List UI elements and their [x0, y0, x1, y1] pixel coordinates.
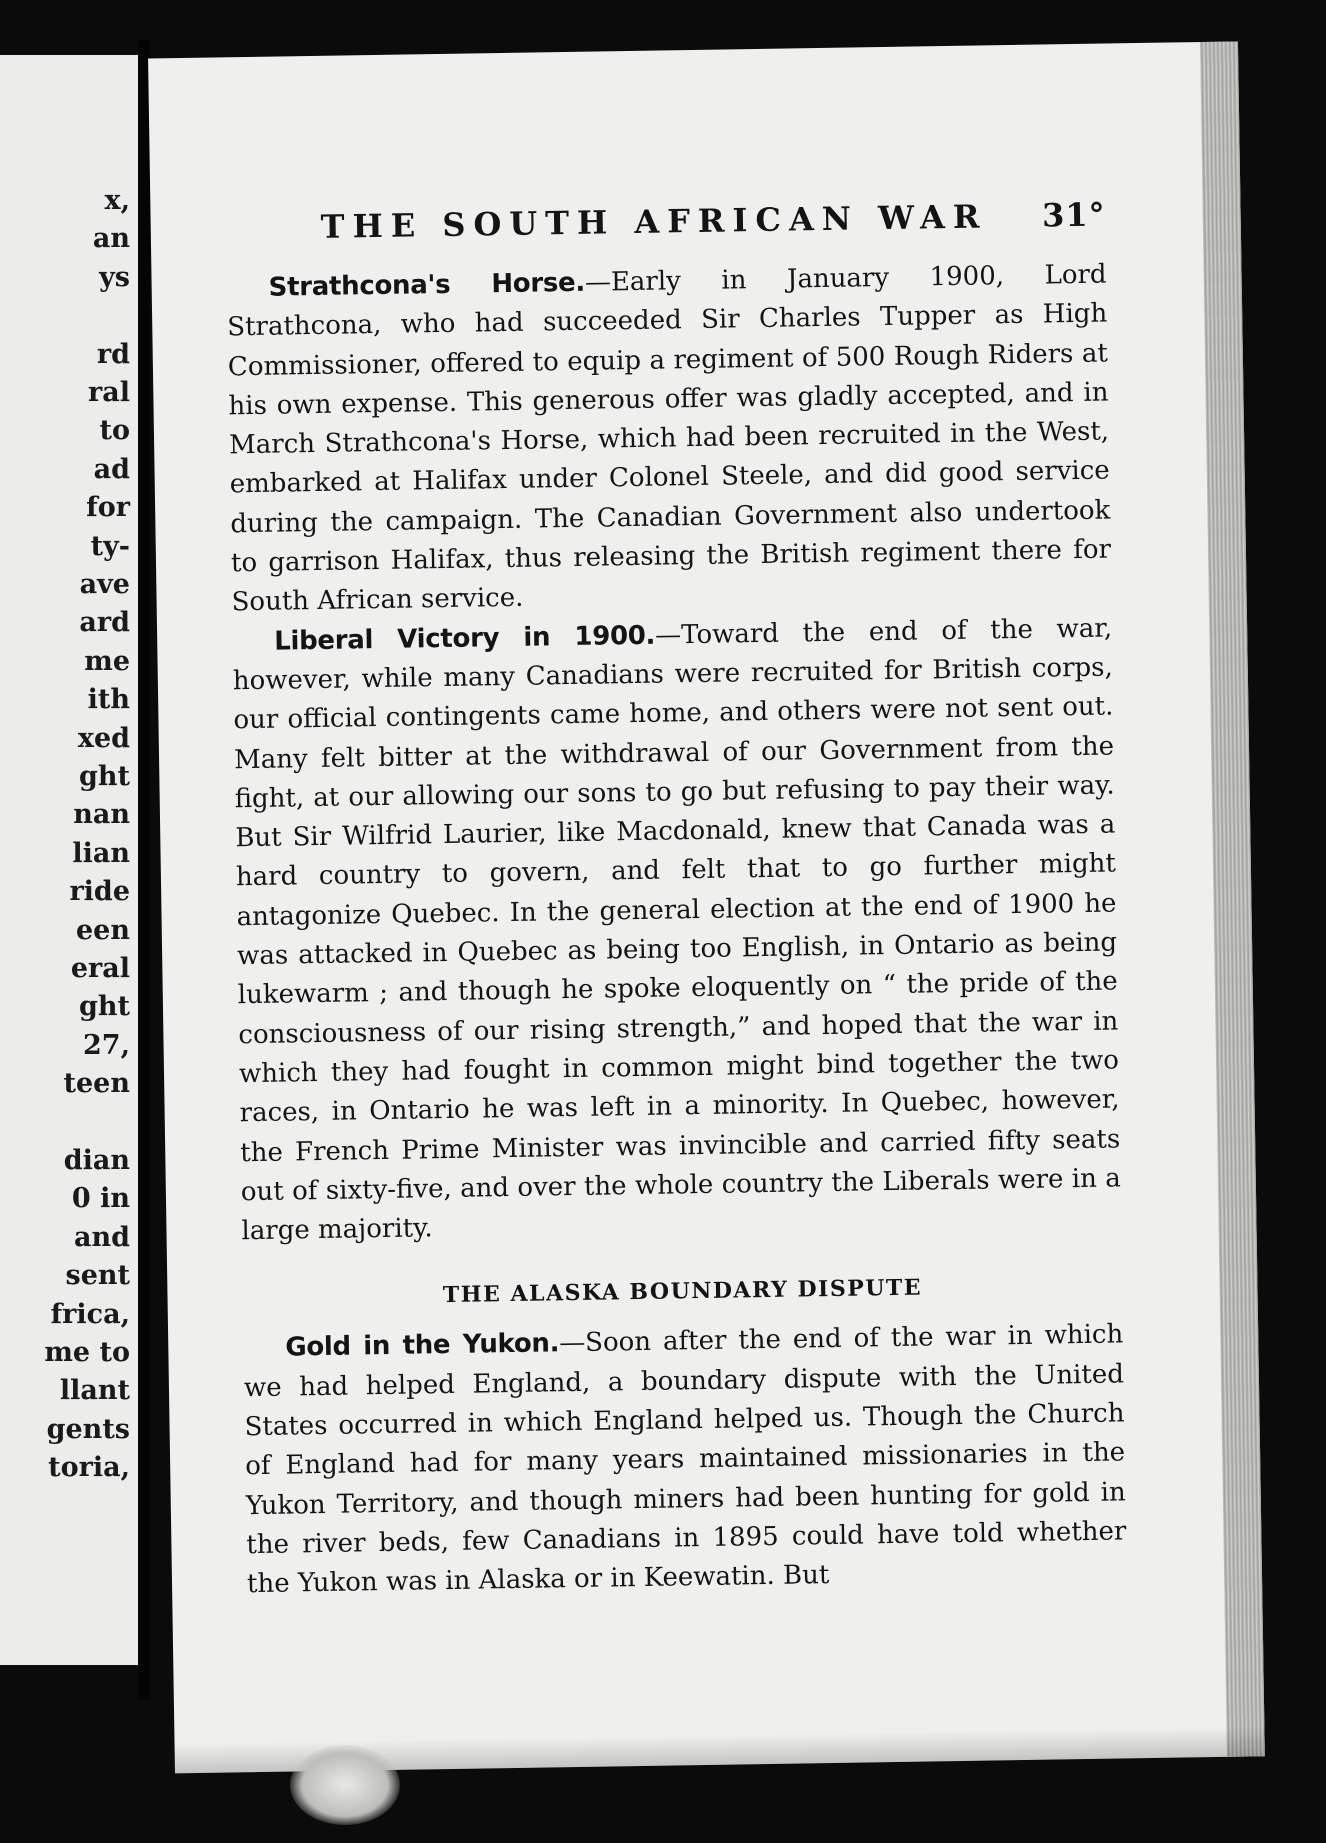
page-number: 31° [1041, 195, 1106, 235]
facing-page-fragment: ty- [90, 530, 130, 562]
facing-page-fragment: eral [70, 953, 130, 984]
facing-page-fragment: ith [87, 684, 130, 716]
facing-page-fragment: me [84, 645, 130, 677]
paragraph-gold-in-yukon [243, 1316, 1127, 1605]
running-head [320, 196, 1106, 246]
facing-page-fragment: toria, [48, 1452, 130, 1484]
facing-page-fragment: llant [59, 1375, 130, 1407]
paper-damage-smudge [290, 1745, 400, 1825]
facing-page-fragment: teen [63, 1068, 130, 1100]
facing-page-fragment: nan [73, 799, 130, 831]
facing-page-fragment: and [73, 1221, 130, 1253]
facing-page-fragment: ave [79, 569, 130, 600]
facing-page-fragment: dian [63, 1145, 130, 1176]
paragraph-strathconas-horse [226, 256, 1111, 623]
facing-page-fragment: rd [96, 338, 130, 370]
book-gutter [138, 40, 150, 1700]
facing-page-fragment: ght [79, 991, 130, 1023]
paragraph-liberal-victory [232, 609, 1122, 1251]
facing-page-fragment: sent [65, 1260, 130, 1292]
facing-page-fragment: gents [46, 1413, 130, 1445]
paragraph-text: —Toward the end of the war, however, while many Canadians were recruited for British corps, our official contingents came home, and others were not sent out. Many felt bitter at the withdrawal of our Government from the fight, at our allowing our sons to go but refusing to pay their way. But Sir Wilfrid Laurier, like Macdonald, knew that Canada was a hard country to govern, and felt that to go further might antagonize Quebec. In the general election at the end of 1900 he was attacked in Quebec as being too English, in Ontario as being lukewarm ; and though he spoke eloquently on “ the pride of the consciousness of our rising strength,” and hoped that the war in which they had fought in common might bind together the two races, in Ontario he was left in a minority. In Quebec, however, the French Prime Minister was invincible and carried fifty seats out of sixty-five, and over the whole country the Liberals were in a large majority. [232, 613, 1122, 1247]
facing-page-fragment: an [92, 223, 130, 255]
facing-page-fragment: ral [88, 377, 130, 408]
section-heading: THE ALASKA BOUNDARY DISPUTE [442, 1274, 923, 1309]
facing-page-fragment: me to [44, 1337, 130, 1368]
paragraph-heading: Gold in the Yukon. [285, 1328, 560, 1363]
facing-page-fragment: lian [72, 837, 130, 869]
facing-page-fragment: 27, [83, 1029, 130, 1061]
facing-page-fragment: ride [69, 876, 130, 908]
facing-page-fragment: to [99, 415, 130, 447]
facing-page-edge [0, 55, 138, 1665]
facing-page-fragment: ys [99, 261, 130, 293]
facing-page-fragment: frica, [50, 1298, 130, 1330]
facing-page-fragment: ght [79, 761, 130, 792]
facing-page-fragment: 0 in [71, 1183, 130, 1215]
facing-page-fragment: een [76, 914, 130, 946]
page-stack-edge [1200, 41, 1265, 1756]
paragraph-heading: Strathcona's Horse. [268, 267, 586, 303]
page-content [225, 144, 1128, 1605]
facing-page-fragment: x, [104, 185, 130, 216]
paragraph-text: —Soon after the end of the war in which we had helped England, a boundary dispute with the United States occurred in which England helped us. Though the Church of England had for many years maintained missionaries in the Yukon Territory, and though miners had been hunting for gold in the river beds, few Canadians in 1895 could have told whether the Yukon was in Alaska or in Keewatin. But [243, 1319, 1127, 1600]
paragraph-heading: Liberal Victory in 1900. [274, 620, 656, 657]
facing-page-fragment: for [86, 492, 130, 524]
running-head-title: THE SOUTH AFRICAN WAR [320, 197, 988, 246]
paragraph-text: —Early in January 1900, Lord Strathcona, who had succeeded Sir Charles Tupper as High Commissioner, offered to equip a regiment of 500 Rough Riders at his own expense. This generous offer was gladly accepted, and in March Strathcona's Horse, which had been recruited in the West, embarked at Halifax under Colonel Steele, and did good service during the campaign. The Canadian Government also undertook to garrison Halifax, thus releasing the British regiment there for South African service. [227, 259, 1112, 618]
facing-page-fragment: ard [79, 607, 130, 639]
facing-page-fragment: ad [93, 453, 130, 485]
facing-page-fragment: xed [77, 722, 130, 754]
book-page [148, 41, 1265, 1773]
